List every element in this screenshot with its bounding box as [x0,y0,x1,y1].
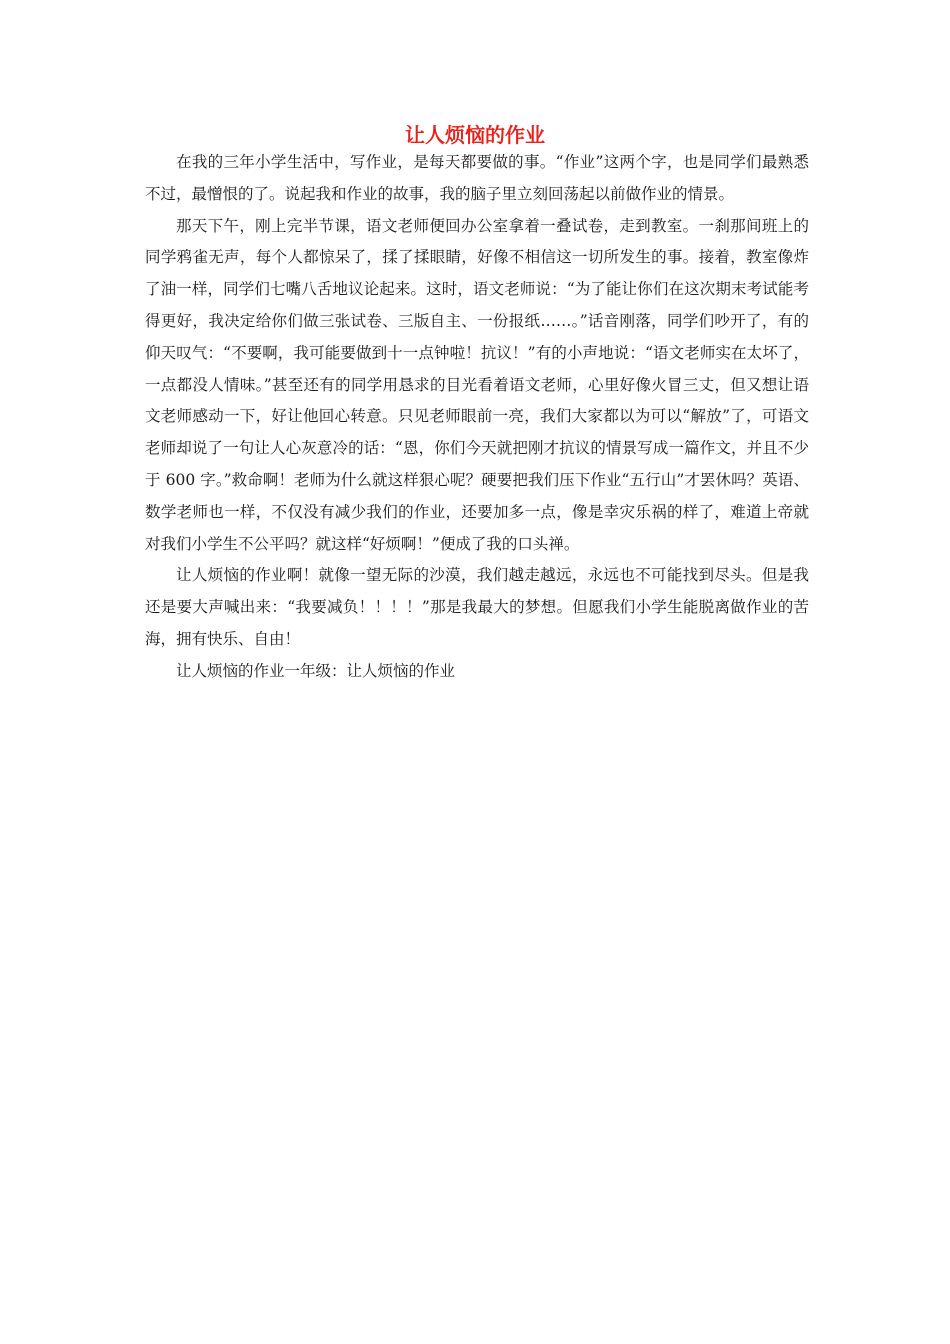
paragraph-1: 在我的三年小学生活中，写作业，是每天都要做的事。“作业”这两个字，也是同学们最熟悉不过，最憎恨的了。说起我和作业的故事，我的脑子里立刻回荡起以前做作业的情景。 [145,153,809,203]
document-body [145,147,809,688]
paragraph-3: 让人烦恼的作业啊！就像一望无际的沙漠，我们越走越远，永远也不可能找到尽头。但是我还是要大声喊出来：“我要减负！！！！”那是我最大的梦想。但愿我们小学生能脱离做作业的苦海，拥有快乐、自由！ [145,566,809,648]
paragraph-2: 那天下午，刚上完半节课，语文老师便回办公室拿着一叠试卷，走到教室。一刹那间班上的同学鸦雀无声，每个人都惊呆了，揉了揉眼睛，好像不相信这一切所发生的事。接着，教室像炸了油一样，同学们七嘴八舌地议论起来。这时，语文老师说：“为了能让你们在这次期末考试能考得更好，我决定给你们做三张试卷、三版自主、一份报纸……。”话音刚落，同学们吵开了，有的仰天叹气：“不要啊，我可能要做到十一点钟啦！抗议！”有的小声地说：“语文老师实在太坏了，一点都没人情味。”甚至还有的同学用恳求的目光看着语文老师，心里好像火冒三丈，但又想让语文老师感动一下，好让他回心转意。只见老师眼前一亮，我们大家都以为可以“解放”了，可语文老师却说了一句让人心灰意冷的话：“恩，你们今天就把刚才抗议的情景写成一篇作文，并且不少于 600 字。”救命啊！老师为什么就这样狠心呢？硬要把我们压下作业“五行山”才罢休吗？英语、数学老师也一样，不仅没有减少我们的作业，还要加多一点，像是幸灾乐祸的样了，难道上帝就对我们小学生不公平吗？就这样“好烦啊！”便成了我的口头禅。 [145,216,809,553]
paragraph-4: 让人烦恼的作业一年级：让人烦恼的作业 [176,661,456,680]
document-title: 让人烦恼的作业 [405,123,545,147]
